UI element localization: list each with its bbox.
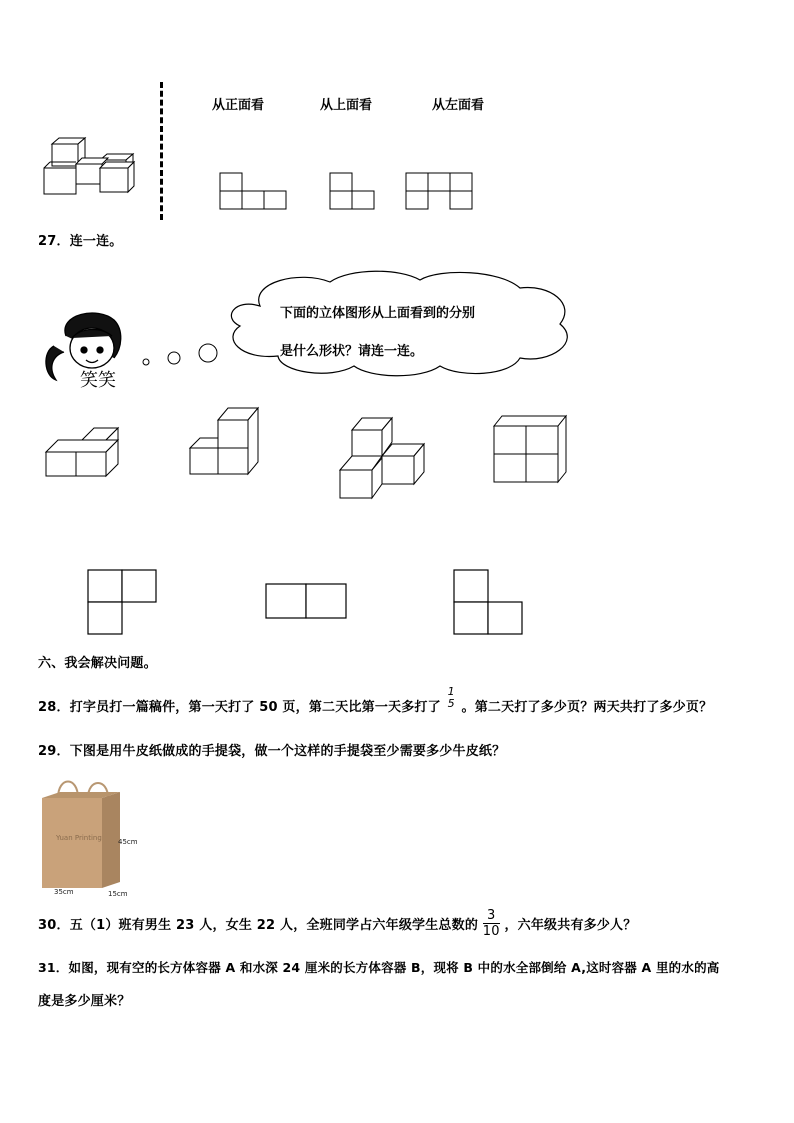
bag-dim-height: 45cm	[118, 838, 138, 846]
q30-suffix: ，六年级共有多少人？	[504, 918, 637, 933]
speech-cloud	[220, 268, 580, 380]
bag-dim-length: 35cm	[54, 888, 74, 896]
q30-frac-den: 10	[482, 924, 500, 939]
girl-caption: 笑笑	[80, 370, 116, 391]
q28-question	[38, 680, 712, 715]
front-view-grid	[218, 171, 288, 211]
q30-prefix: 30．五（1）班有男生 23 人，女生 22 人，全班同学占六年级学生总数的	[38, 918, 479, 933]
thought-bubbles	[138, 340, 222, 370]
section6-heading: 六、我会解决问题。	[38, 656, 157, 671]
q27-title: 27．连一连。	[38, 234, 123, 249]
q29-question: 29．下图是用牛皮纸做成的手提袋，做一个这样的手提袋至少需要多少牛皮纸？	[38, 744, 506, 759]
q30-question	[38, 908, 636, 939]
view-label-top: 从上面看	[320, 98, 373, 113]
q28-frac-num: 1	[447, 684, 455, 698]
top-shape-2	[264, 582, 348, 620]
q30-frac-num: 3	[483, 908, 500, 924]
left-view-grid	[404, 171, 476, 211]
view-label-left: 从左面看	[432, 98, 485, 113]
solid-figure-4	[490, 412, 570, 484]
view-label-front: 从正面看	[212, 98, 265, 113]
q30-fraction	[483, 908, 500, 939]
bag-brand: Yuan Printing	[56, 834, 102, 842]
top-shape-3	[452, 568, 526, 636]
q31-line1: 31．如图，现有空的长方体容器 A 和水深 24 厘米的长方体容器 B，现将 B 中的水全部倒给 A,这时容器 A 里的水的高	[38, 960, 720, 975]
bag-dim-width: 15cm	[108, 890, 128, 898]
cloud-text-line2: 是什么形状？请连一连。	[280, 344, 424, 359]
cube-stack-figure	[40, 138, 140, 198]
top-view-grid	[328, 171, 378, 211]
solid-figure-2	[188, 404, 264, 478]
solid-figure-1	[42, 424, 124, 480]
q28-prefix: 28．打字员打一篇稿件，第一天打了 50 页，第二天比第一天多打了	[38, 700, 441, 715]
q28-fraction	[446, 686, 457, 710]
q28-suffix: 。第二天打了多少页？两天共打了多少页？	[461, 700, 713, 715]
cloud-text-line1: 下面的立体图形从上面看到的分别	[280, 306, 476, 321]
q28-frac-den: 5	[447, 696, 455, 710]
dashed-divider	[160, 82, 163, 220]
q31-line2: 度是多少厘米？	[38, 994, 131, 1009]
solid-figure-3	[338, 414, 430, 502]
top-shape-1	[86, 568, 158, 636]
